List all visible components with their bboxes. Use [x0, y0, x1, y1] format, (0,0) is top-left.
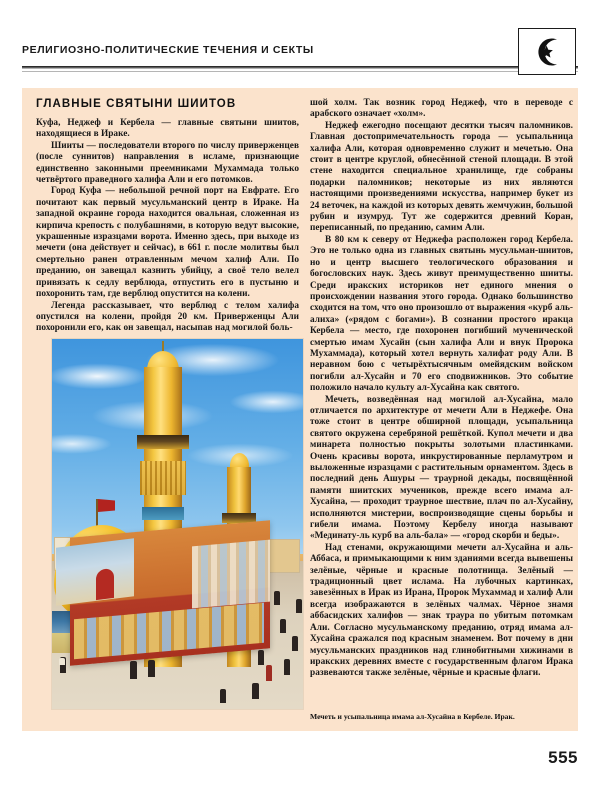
- pilgrim-figure: [252, 683, 259, 699]
- minaret-blue-band: [142, 507, 184, 520]
- section-emblem: [518, 28, 576, 75]
- pilgrim-figure: [148, 660, 155, 677]
- header-rule-secondary: [22, 71, 578, 72]
- paragraph: Неджеф ежегодно посещают десятки тысяч паломников. Главная достопримечательность города — усыпальница халифа Али, которая одновременно служит и мечетью. Она стоит в центре круглой, обнесённой стеной площади. В этой стене находится специальное хранилище, где собраны подарки паломников; некоторые из них являются настоящими произведениями искусства, например букет из 24 веточек, на каждой из которых девять жемчужин, большой рубин и изумруд. Тут же содержится древний Коран, переписанный, по преданию, самим Али.: [310, 120, 573, 234]
- article-title: ГЛАВНЫЕ СВЯТЫНИ ШИИТОВ: [36, 98, 237, 110]
- header-rule: [22, 66, 578, 69]
- page-number: 555: [548, 748, 578, 767]
- red-flag: [98, 499, 115, 512]
- paragraph: Мечеть, возведённая над могилой ал-Хусайна, мало отличается по архитектуре от мечети Али в Неджефе. Она тоже стоит в центре обширной площади, усыпальница святого окружена серебряной решёткой. Купол мечети и два минарета полностью покрыты золотыми пластинками. Очень красивы ворота, инкрустированные перламутром и выложенные изразцами с растительным орнаментом. Здесь в последний день Ашуры — траурной декады, посвящённой памяти шиитских мучеников, прежде всего имама ал-Хусайна, — проходит траурное шествие, плач по ал-Хусайну, исполняются мистерии, воспроизводящие сцены борьбы и гибели имама. Поэтому Кербелу иногда называют «Мединату-ль курб ва аль-бала» — «город скорби и беды».: [310, 394, 573, 542]
- tiled-iwan: [56, 538, 134, 606]
- paragraph: Шииты — последователи второго по числу приверженцев (после суннитов) направления в исламе, признающие единственно законными преемниками Мухаммада только четвёртого праведного халифа Али и его потомков.: [36, 140, 299, 186]
- pilgrim-figure: [266, 665, 272, 681]
- paragraph: Над стенами, окружающими мечети ал-Хусайна и аль-Аббаса, и примыкающими к ним зданиями всегда вывешены зелёные, чёрные и красные полотнища. Зелёный — традиционный цвет ислама. На лубочных картинках, завезённых в Ирак из Ирана, Пророк Мухаммад и халиф Али всегда изображаются в зелёных чалмах. Чёрное знамя аббасидских халифов — знак траура по убитым потомкам Али. Согласно мусульманскому преданию, отряд имама ал-Хусайна сражался под красным знаменем. Вот почему в дни мусульманских праздников над глинобитными хижинами в иракских деревнях вместе с государственным флагом Ирака развеваются также зелёные, чёрные и красные флаги.: [310, 542, 573, 679]
- figure-caption: Мечеть и усыпальница имама ал-Хусайна в Кербеле. Ирак.: [310, 712, 515, 721]
- pilgrim-figure: [220, 689, 226, 703]
- minaret-ornament-band: [140, 461, 186, 495]
- left-column: [36, 88, 299, 335]
- pilgrim-figure: [280, 619, 286, 633]
- pilgrim-figure: [59, 658, 65, 665]
- pilgrim-figure: [274, 591, 280, 605]
- paragraph: Город Куфа — небольшой речной порт на Евфрате. Его почитают как первый мусульманский центр в Ираке. На западной окраине города находится овальная, сложенная из кирпича крепость с полубашнями, в которую ведут высокие, украшенные изразцами ворота. Именно здесь, при выходе из мечети (она действует и сейчас), в 661 г. после молитвы был смертельно ранен отравленным мечом халиф Али. По преданию, он завещал казнить убийцу, а своё тело велел привязать к седлу верблюда, отпустить его в пустыню и похоронить там, где верблюд опустится на колени.: [36, 186, 299, 300]
- minaret-balcony: [137, 435, 189, 449]
- crescent-star-icon: [519, 32, 575, 72]
- paragraph: В 80 км к северу от Неджефа расположен город Кербела. Это не только одна из главных святынь мусульман-шиитов, но и центр высшего теологического образования и богословских наук. Здесь живут преимущественно шииты. Среди иракских историков нет единого мнения о происхождении названия этого города. Однако большинство сходится на том, что оно произошло от выражения «курб аль-алиха» («рядом с богами»). В сознании простого иракца Кербела — место, где похоронен погибший мученической смертью имам Хусайн (сын халифа Али и внук Пророка Мухаммада), который хотел вернуть халифат роду Али. В неравном бою с четырёхтысячным омейядским войском погибли ал-Хусайн и 70 его сподвижников. Это событие положило начало культу ал-Хусайна как святого.: [310, 234, 573, 394]
- pilgrim-figure: [292, 636, 298, 651]
- paragraph: Легенда рассказывает, что верблюд с телом халифа опустился на колени, пройдя 20 км. Приверженцы Али похоронили его, как он завещал, насыпав над могилой боль-: [36, 300, 299, 334]
- pilgrim-figure: [130, 661, 137, 679]
- article-panel: [22, 88, 578, 731]
- pilgrim-figure: [258, 650, 264, 665]
- paragraph: Куфа, Неджеф и Кербела — главные святыни шиитов, находящиеся в Ираке.: [36, 118, 299, 140]
- pilgrim-figure: [284, 659, 290, 675]
- shrine-doorway: [96, 568, 114, 600]
- shrine-colonnade: [192, 540, 270, 609]
- mosque-photograph: [52, 339, 303, 709]
- running-head: РЕЛИГИОЗНО-ПОЛИТИЧЕСКИЕ ТЕЧЕНИЯ И СЕКТЫ: [22, 44, 314, 56]
- pilgrim-figure: [296, 599, 302, 613]
- right-column: [310, 88, 573, 680]
- figure-image: [51, 338, 304, 710]
- paragraph: шой холм. Так возник город Неджеф, что в переводе с арабского означает «холм».: [310, 98, 573, 120]
